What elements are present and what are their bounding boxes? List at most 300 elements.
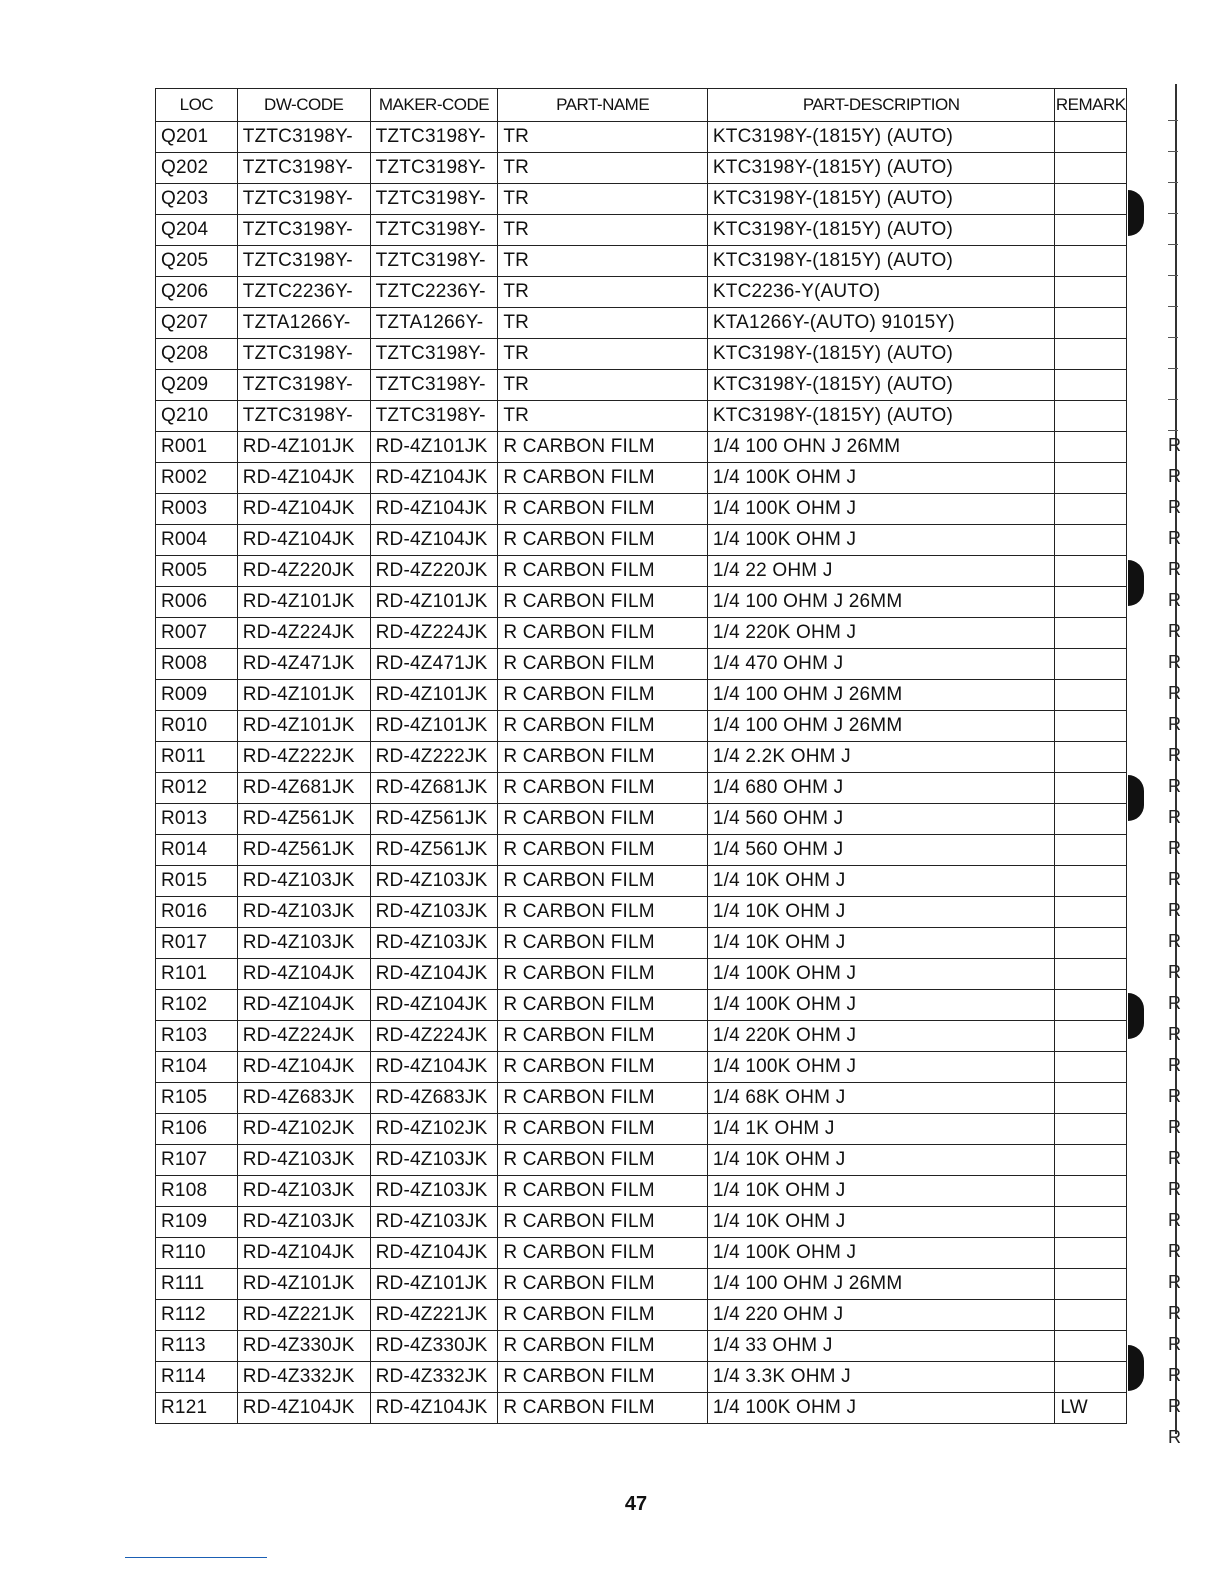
cell-maker-code: RD-4Z104JK: [370, 990, 498, 1021]
footer-rule: [125, 1557, 267, 1558]
cell-remark: [1055, 184, 1127, 215]
cell-remark: [1055, 463, 1127, 494]
cell-part-description: 1/4 3.3K OHM J: [707, 1362, 1055, 1393]
cell-maker-code: RD-4Z101JK: [370, 1269, 498, 1300]
cell-loc: R101: [156, 959, 238, 990]
table-row: [156, 897, 1127, 928]
table-row: [156, 928, 1127, 959]
cell-part-name: R CARBON FILM: [498, 1207, 708, 1238]
cell-maker-code: RD-4Z224JK: [370, 618, 498, 649]
table-row: [156, 556, 1127, 587]
cell-maker-code: RD-4Z104JK: [370, 1238, 498, 1269]
cell-part-description: 1/4 68K OHM J: [707, 1083, 1055, 1114]
cell-part-description: 1/4 220K OHM J: [707, 1021, 1055, 1052]
cell-loc: R011: [156, 742, 238, 773]
table-row: [156, 1393, 1127, 1424]
cell-dw-code: TZTC3198Y-: [237, 370, 370, 401]
cell-part-name: R CARBON FILM: [498, 587, 708, 618]
table-header: [156, 89, 1127, 122]
column-header-part-name: PART-NAME: [498, 89, 708, 122]
adjacent-page-letter: R: [1168, 621, 1181, 641]
adjacent-page-letter: R: [1168, 590, 1181, 610]
cell-maker-code: RD-4Z101JK: [370, 680, 498, 711]
adjacent-page-tick: [1168, 337, 1178, 338]
cell-maker-code: RD-4Z103JK: [370, 1176, 498, 1207]
cell-maker-code: RD-4Z102JK: [370, 1114, 498, 1145]
adjacent-page-letter: R: [1168, 900, 1181, 920]
table-row: [156, 432, 1127, 463]
cell-remark: [1055, 587, 1127, 618]
cell-part-description: 1/4 100K OHM J: [707, 990, 1055, 1021]
cell-part-description: 1/4 100K OHM J: [707, 1238, 1055, 1269]
cell-loc: Q202: [156, 153, 238, 184]
cell-part-name: R CARBON FILM: [498, 432, 708, 463]
cell-loc: R004: [156, 525, 238, 556]
cell-remark: [1055, 990, 1127, 1021]
cell-part-name: TR: [498, 339, 708, 370]
cell-loc: R012: [156, 773, 238, 804]
adjacent-page-letter: R: [1168, 1179, 1181, 1199]
cell-part-name: R CARBON FILM: [498, 680, 708, 711]
cell-maker-code: RD-4Z103JK: [370, 866, 498, 897]
cell-loc: R010: [156, 711, 238, 742]
cell-dw-code: RD-4Z330JK: [237, 1331, 370, 1362]
cell-remark: [1055, 153, 1127, 184]
cell-remark: [1055, 556, 1127, 587]
cell-part-name: R CARBON FILM: [498, 525, 708, 556]
cell-dw-code: TZTC3198Y-: [237, 339, 370, 370]
cell-dw-code: RD-4Z104JK: [237, 1238, 370, 1269]
cell-dw-code: RD-4Z103JK: [237, 1176, 370, 1207]
cell-dw-code: RD-4Z681JK: [237, 773, 370, 804]
table-row: [156, 1021, 1127, 1052]
cell-loc: R006: [156, 587, 238, 618]
cell-loc: Q209: [156, 370, 238, 401]
cell-dw-code: RD-4Z104JK: [237, 463, 370, 494]
table-row: [156, 1269, 1127, 1300]
adjacent-page-tick: [1168, 182, 1178, 183]
cell-part-name: R CARBON FILM: [498, 711, 708, 742]
cell-remark: [1055, 525, 1127, 556]
cell-remark: [1055, 246, 1127, 277]
cell-part-description: 1/4 10K OHM J: [707, 866, 1055, 897]
cell-loc: R005: [156, 556, 238, 587]
cell-part-name: R CARBON FILM: [498, 928, 708, 959]
adjacent-page-tick: [1168, 306, 1178, 307]
cell-dw-code: RD-4Z683JK: [237, 1083, 370, 1114]
adjacent-page-letter: R: [1168, 1303, 1181, 1323]
cell-remark: [1055, 1114, 1127, 1145]
cell-part-name: R CARBON FILM: [498, 1114, 708, 1145]
cell-remark: [1055, 897, 1127, 928]
cell-remark: [1055, 308, 1127, 339]
cell-part-name: R CARBON FILM: [498, 897, 708, 928]
cell-part-description: 1/4 470 OHM J: [707, 649, 1055, 680]
cell-loc: Q208: [156, 339, 238, 370]
cell-part-name: TR: [498, 370, 708, 401]
cell-remark: [1055, 649, 1127, 680]
cell-remark: [1055, 1238, 1127, 1269]
cell-maker-code: TZTC3198Y-: [370, 153, 498, 184]
cell-maker-code: RD-4Z220JK: [370, 556, 498, 587]
cell-remark: [1055, 1052, 1127, 1083]
cell-remark: LW: [1055, 1393, 1127, 1424]
table-row: [156, 1145, 1127, 1176]
cell-dw-code: RD-4Z224JK: [237, 1021, 370, 1052]
cell-part-name: R CARBON FILM: [498, 742, 708, 773]
cell-loc: R017: [156, 928, 238, 959]
cell-part-name: R CARBON FILM: [498, 990, 708, 1021]
cell-maker-code: RD-4Z103JK: [370, 928, 498, 959]
cell-part-description: KTC3198Y-(1815Y) (AUTO): [707, 122, 1055, 153]
adjacent-page-letter: R: [1168, 869, 1181, 889]
adjacent-page-letter: R: [1168, 652, 1181, 672]
adjacent-page-letter: R: [1168, 683, 1181, 703]
cell-dw-code: TZTA1266Y-: [237, 308, 370, 339]
cell-remark: [1055, 277, 1127, 308]
table-row: [156, 804, 1127, 835]
cell-maker-code: TZTC3198Y-: [370, 215, 498, 246]
cell-part-name: R CARBON FILM: [498, 556, 708, 587]
cell-dw-code: RD-4Z104JK: [237, 959, 370, 990]
cell-part-description: 1/4 560 OHM J: [707, 835, 1055, 866]
cell-remark: [1055, 1269, 1127, 1300]
table-row: [156, 1083, 1127, 1114]
cell-dw-code: TZTC3198Y-: [237, 401, 370, 432]
adjacent-page-letter: R: [1168, 1272, 1181, 1292]
cell-dw-code: RD-4Z104JK: [237, 1393, 370, 1424]
adjacent-page-letter: R: [1168, 838, 1181, 858]
table-row: [156, 122, 1127, 153]
cell-maker-code: RD-4Z332JK: [370, 1362, 498, 1393]
cell-part-name: R CARBON FILM: [498, 1021, 708, 1052]
cell-part-name: R CARBON FILM: [498, 494, 708, 525]
cell-loc: R001: [156, 432, 238, 463]
cell-maker-code: TZTC3198Y-: [370, 246, 498, 277]
cell-dw-code: TZTC3198Y-: [237, 184, 370, 215]
table-body: [156, 122, 1127, 1424]
cell-dw-code: RD-4Z471JK: [237, 649, 370, 680]
cell-maker-code: RD-4Z330JK: [370, 1331, 498, 1362]
cell-maker-code: TZTC3198Y-: [370, 370, 498, 401]
cell-dw-code: RD-4Z220JK: [237, 556, 370, 587]
adjacent-page-letter: R: [1168, 1055, 1181, 1075]
cell-part-description: 1/4 100K OHM J: [707, 1052, 1055, 1083]
cell-maker-code: RD-4Z103JK: [370, 897, 498, 928]
adjacent-page-tick: [1168, 430, 1178, 431]
cell-maker-code: TZTC3198Y-: [370, 184, 498, 215]
cell-remark: [1055, 618, 1127, 649]
table-row: [156, 1052, 1127, 1083]
adjacent-page-tick: [1168, 120, 1178, 121]
adjacent-page-letter: R: [1168, 1241, 1181, 1261]
cell-part-name: TR: [498, 308, 708, 339]
cell-part-name: TR: [498, 184, 708, 215]
cell-maker-code: RD-4Z104JK: [370, 1393, 498, 1424]
cell-maker-code: RD-4Z104JK: [370, 1052, 498, 1083]
cell-part-description: 1/4 10K OHM J: [707, 928, 1055, 959]
cell-maker-code: TZTA1266Y-: [370, 308, 498, 339]
column-header-maker-code: MAKER-CODE: [370, 89, 498, 122]
cell-remark: [1055, 1145, 1127, 1176]
column-header-part-description: PART-DESCRIPTION: [707, 89, 1055, 122]
cell-part-description: 1/4 100 OHM J 26MM: [707, 587, 1055, 618]
table-row: [156, 742, 1127, 773]
cell-maker-code: RD-4Z101JK: [370, 711, 498, 742]
cell-part-name: R CARBON FILM: [498, 1331, 708, 1362]
cell-part-name: TR: [498, 215, 708, 246]
cell-part-name: R CARBON FILM: [498, 835, 708, 866]
cell-dw-code: RD-4Z104JK: [237, 990, 370, 1021]
cell-remark: [1055, 1362, 1127, 1393]
cell-dw-code: RD-4Z102JK: [237, 1114, 370, 1145]
cell-loc: Q207: [156, 308, 238, 339]
cell-maker-code: RD-4Z681JK: [370, 773, 498, 804]
adjacent-page-letter: R: [1168, 962, 1181, 982]
cell-part-description: 1/4 100K OHM J: [707, 1393, 1055, 1424]
cell-remark: [1055, 680, 1127, 711]
cell-dw-code: RD-4Z101JK: [237, 1269, 370, 1300]
cell-part-name: R CARBON FILM: [498, 1362, 708, 1393]
adjacent-page-tick: [1168, 213, 1178, 214]
cell-part-description: 1/4 680 OHM J: [707, 773, 1055, 804]
cell-part-name: TR: [498, 153, 708, 184]
cell-maker-code: RD-4Z471JK: [370, 649, 498, 680]
cell-part-description: 1/4 100 OHM J 26MM: [707, 711, 1055, 742]
cell-part-description: KTC3198Y-(1815Y) (AUTO): [707, 215, 1055, 246]
adjacent-page-letter: R: [1168, 1024, 1181, 1044]
adjacent-page-letter: R: [1168, 559, 1181, 579]
cell-loc: R008: [156, 649, 238, 680]
cell-maker-code: RD-4Z104JK: [370, 959, 498, 990]
cell-part-name: TR: [498, 277, 708, 308]
cell-part-name: R CARBON FILM: [498, 649, 708, 680]
cell-part-description: KTC3198Y-(1815Y) (AUTO): [707, 246, 1055, 277]
column-header-loc: LOC: [156, 89, 238, 122]
adjacent-page-letter: R: [1168, 714, 1181, 734]
cell-part-name: R CARBON FILM: [498, 1176, 708, 1207]
cell-part-name: R CARBON FILM: [498, 463, 708, 494]
cell-dw-code: RD-4Z103JK: [237, 928, 370, 959]
adjacent-page-letter: R: [1168, 1365, 1181, 1385]
cell-part-name: R CARBON FILM: [498, 1238, 708, 1269]
table-row: [156, 1176, 1127, 1207]
cell-maker-code: RD-4Z104JK: [370, 525, 498, 556]
cell-maker-code: RD-4Z683JK: [370, 1083, 498, 1114]
cell-part-description: 1/4 220K OHM J: [707, 618, 1055, 649]
cell-maker-code: TZTC3198Y-: [370, 401, 498, 432]
adjacent-page-tick: [1168, 368, 1178, 369]
table-row: [156, 370, 1127, 401]
cell-dw-code: RD-4Z104JK: [237, 525, 370, 556]
adjacent-page-tick: [1168, 399, 1178, 400]
cell-loc: R016: [156, 897, 238, 928]
cell-remark: [1055, 1300, 1127, 1331]
cell-loc: R107: [156, 1145, 238, 1176]
cell-maker-code: RD-4Z561JK: [370, 835, 498, 866]
cell-dw-code: TZTC3198Y-: [237, 215, 370, 246]
cell-part-name: R CARBON FILM: [498, 1269, 708, 1300]
cell-part-name: R CARBON FILM: [498, 618, 708, 649]
cell-dw-code: RD-4Z561JK: [237, 835, 370, 866]
cell-remark: [1055, 928, 1127, 959]
cell-part-description: 1/4 2.2K OHM J: [707, 742, 1055, 773]
table-row: [156, 1238, 1127, 1269]
cell-part-description: 1/4 10K OHM J: [707, 1145, 1055, 1176]
header-row: [156, 89, 1127, 122]
cell-part-name: R CARBON FILM: [498, 1083, 708, 1114]
cell-part-description: 1/4 10K OHM J: [707, 1176, 1055, 1207]
table-row: [156, 1114, 1127, 1145]
cell-dw-code: RD-4Z101JK: [237, 432, 370, 463]
adjacent-page-letter: R: [1168, 1148, 1181, 1168]
table-row: [156, 711, 1127, 742]
cell-dw-code: RD-4Z101JK: [237, 711, 370, 742]
cell-dw-code: RD-4Z103JK: [237, 897, 370, 928]
adjacent-page-letter: R: [1168, 1334, 1181, 1354]
table-row: [156, 680, 1127, 711]
cell-maker-code: TZTC3198Y-: [370, 122, 498, 153]
cell-part-name: R CARBON FILM: [498, 866, 708, 897]
cell-remark: [1055, 432, 1127, 463]
cell-maker-code: RD-4Z103JK: [370, 1207, 498, 1238]
adjacent-page-letter: R: [1168, 528, 1181, 548]
table-row: [156, 587, 1127, 618]
table-row: [156, 1331, 1127, 1362]
cell-dw-code: RD-4Z104JK: [237, 1052, 370, 1083]
cell-loc: Q210: [156, 401, 238, 432]
table-row: [156, 246, 1127, 277]
cell-part-name: R CARBON FILM: [498, 959, 708, 990]
cell-loc: Q204: [156, 215, 238, 246]
cell-remark: [1055, 835, 1127, 866]
adjacent-page-tick: [1168, 244, 1178, 245]
table-row: [156, 618, 1127, 649]
cell-dw-code: TZTC3198Y-: [237, 246, 370, 277]
cell-part-name: R CARBON FILM: [498, 1052, 708, 1083]
adjacent-page-letter: R: [1168, 466, 1181, 486]
cell-loc: Q206: [156, 277, 238, 308]
cell-part-name: TR: [498, 122, 708, 153]
cell-dw-code: RD-4Z101JK: [237, 587, 370, 618]
table-row: [156, 866, 1127, 897]
table-row: [156, 990, 1127, 1021]
adjacent-page-letter: R: [1168, 1427, 1181, 1447]
cell-part-description: 1/4 33 OHM J: [707, 1331, 1055, 1362]
table-row: [156, 1362, 1127, 1393]
cell-part-name: R CARBON FILM: [498, 804, 708, 835]
adjacent-page-letter: R: [1168, 1396, 1181, 1416]
cell-loc: Q203: [156, 184, 238, 215]
cell-dw-code: TZTC3198Y-: [237, 153, 370, 184]
cell-remark: [1055, 1021, 1127, 1052]
cell-remark: [1055, 122, 1127, 153]
cell-loc: R121: [156, 1393, 238, 1424]
table-row: [156, 494, 1127, 525]
cell-part-description: KTC3198Y-(1815Y) (AUTO): [707, 401, 1055, 432]
cell-dw-code: RD-4Z224JK: [237, 618, 370, 649]
cell-part-description: KTC3198Y-(1815Y) (AUTO): [707, 339, 1055, 370]
cell-dw-code: RD-4Z101JK: [237, 680, 370, 711]
cell-remark: [1055, 866, 1127, 897]
cell-loc: Q205: [156, 246, 238, 277]
cell-part-description: 1/4 1K OHM J: [707, 1114, 1055, 1145]
adjacent-page-letter: R: [1168, 776, 1181, 796]
cell-loc: R009: [156, 680, 238, 711]
adjacent-page-letter: R: [1168, 807, 1181, 827]
table-row: [156, 153, 1127, 184]
cell-loc: Q201: [156, 122, 238, 153]
table-row: [156, 1300, 1127, 1331]
cell-dw-code: TZTC2236Y-: [237, 277, 370, 308]
parts-list-table: [155, 88, 1127, 1424]
cell-dw-code: RD-4Z332JK: [237, 1362, 370, 1393]
cell-part-name: TR: [498, 246, 708, 277]
cell-loc: R108: [156, 1176, 238, 1207]
table-row: [156, 835, 1127, 866]
cell-loc: R112: [156, 1300, 238, 1331]
cell-maker-code: RD-4Z101JK: [370, 587, 498, 618]
cell-part-description: 1/4 100 OHM J 26MM: [707, 680, 1055, 711]
table-row: [156, 308, 1127, 339]
cell-loc: R103: [156, 1021, 238, 1052]
table-row: [156, 525, 1127, 556]
cell-loc: R109: [156, 1207, 238, 1238]
cell-maker-code: RD-4Z104JK: [370, 494, 498, 525]
table-row: [156, 463, 1127, 494]
adjacent-page-letter: R: [1168, 1086, 1181, 1106]
cell-dw-code: RD-4Z561JK: [237, 804, 370, 835]
adjacent-page-letter: R: [1168, 745, 1181, 765]
cell-part-name: R CARBON FILM: [498, 1300, 708, 1331]
cell-part-description: 1/4 10K OHM J: [707, 897, 1055, 928]
cell-part-description: 1/4 100K OHM J: [707, 525, 1055, 556]
cell-dw-code: RD-4Z103JK: [237, 866, 370, 897]
cell-loc: R007: [156, 618, 238, 649]
cell-dw-code: RD-4Z103JK: [237, 1145, 370, 1176]
cell-remark: [1055, 339, 1127, 370]
cell-maker-code: TZTC3198Y-: [370, 339, 498, 370]
cell-loc: R114: [156, 1362, 238, 1393]
cell-part-description: 1/4 220 OHM J: [707, 1300, 1055, 1331]
cell-remark: [1055, 215, 1127, 246]
cell-remark: [1055, 742, 1127, 773]
cell-remark: [1055, 1083, 1127, 1114]
cell-loc: R013: [156, 804, 238, 835]
binder-hole-mark: [1128, 190, 1144, 236]
table-row: [156, 1207, 1127, 1238]
adjacent-page-tick: [1168, 275, 1178, 276]
cell-loc: R105: [156, 1083, 238, 1114]
table-row: [156, 215, 1127, 246]
cell-part-name: R CARBON FILM: [498, 773, 708, 804]
column-header-remark: REMARK: [1055, 89, 1127, 122]
cell-part-description: KTC3198Y-(1815Y) (AUTO): [707, 370, 1055, 401]
cell-loc: R110: [156, 1238, 238, 1269]
cell-part-description: 1/4 10K OHM J: [707, 1207, 1055, 1238]
binder-hole-mark: [1128, 775, 1144, 821]
cell-loc: R111: [156, 1269, 238, 1300]
adjacent-page-letter: R: [1168, 435, 1181, 455]
cell-loc: R104: [156, 1052, 238, 1083]
cell-remark: [1055, 370, 1127, 401]
cell-part-description: 1/4 22 OHM J: [707, 556, 1055, 587]
cell-part-description: 1/4 100K OHM J: [707, 959, 1055, 990]
cell-dw-code: RD-4Z104JK: [237, 494, 370, 525]
adjacent-page-letter: R: [1168, 993, 1181, 1013]
cell-part-description: KTC3198Y-(1815Y) (AUTO): [707, 184, 1055, 215]
cell-remark: [1055, 711, 1127, 742]
